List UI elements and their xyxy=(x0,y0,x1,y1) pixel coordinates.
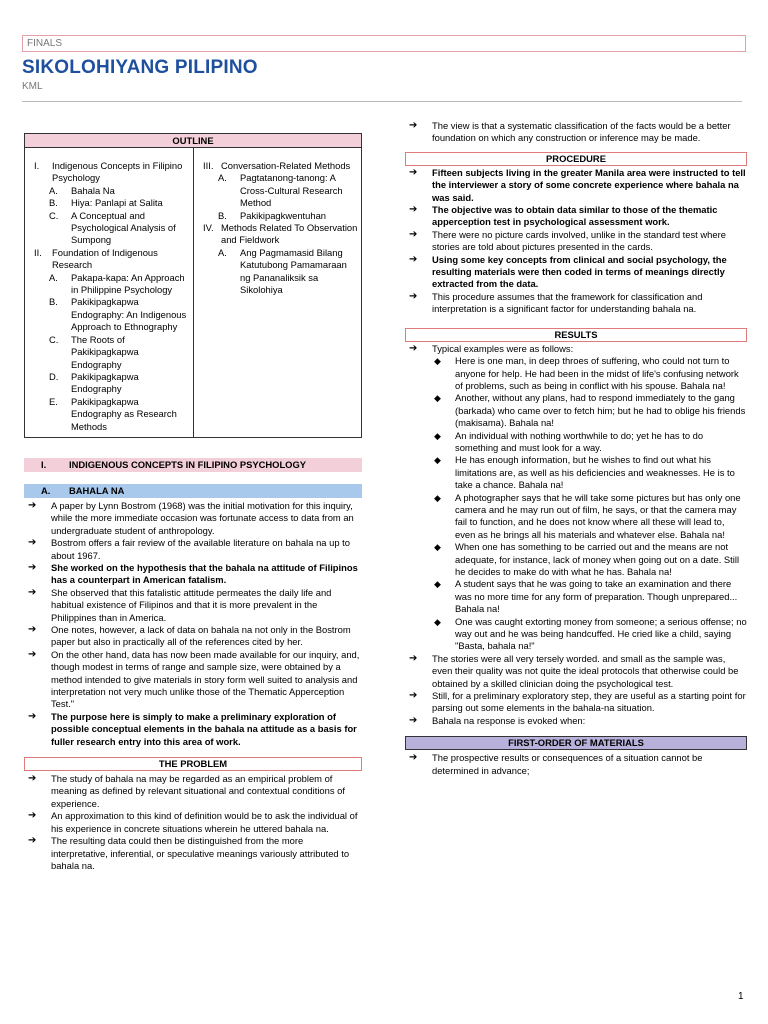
outline-box xyxy=(24,133,362,438)
arrow-bullet-icon: ➔ xyxy=(28,710,37,722)
example-item xyxy=(405,355,747,392)
diamond-bullet-icon: ◆ xyxy=(434,430,441,441)
outline-item-number: E. xyxy=(49,395,58,407)
list-item-text: The purpose here is simply to make a preliminary exploration of possible conceptual elements in the bahala na attitude as a basis for fuller research entry into this area of work. xyxy=(51,710,357,747)
diamond-bullet-icon: ◆ xyxy=(434,579,441,590)
subsection-number: A. xyxy=(41,484,51,496)
outline-item-number: II. xyxy=(34,246,42,258)
right-column xyxy=(405,120,747,777)
arrow-bullet-icon: ➔ xyxy=(409,652,418,664)
outline-item-label: Indigenous Concepts in Filipino Psychology xyxy=(52,160,183,184)
outline-item-number: A. xyxy=(49,271,58,283)
outline-item-label: Pakikipagkapwa Endography as Research Methods xyxy=(71,395,177,432)
arrow-bullet-icon: ➔ xyxy=(28,648,37,660)
section-title: INDIGENOUS CONCEPTS IN FILIPINO PSYCHOLOGY xyxy=(69,458,307,470)
outline-item-label: Pakikipagkapwa Endography xyxy=(71,370,139,395)
left-column xyxy=(24,133,362,872)
example-item-text: Another, without any plans, had to respond immediately to the gang (barkada) who came over to fetch him; but he had to oblige his friends (makisama). Bahala na! xyxy=(455,392,746,429)
arrow-bullet-icon: ➔ xyxy=(28,835,37,847)
results-content xyxy=(405,343,747,728)
subsection-title: BAHALA NA xyxy=(69,484,125,496)
example-item-text: When one has something to be carried out and the means are not adequate, for instance, lack of money when going out on a date. Still he decides to make do with what he has. Bahala na! xyxy=(455,541,740,577)
outline-item xyxy=(198,172,359,209)
list-item xyxy=(405,690,747,715)
first-order-heading: FIRST-ORDER OF MATERIALS xyxy=(405,736,747,750)
example-item xyxy=(405,454,747,491)
list-item xyxy=(405,167,747,204)
outline-item xyxy=(29,296,191,333)
list-item-text: Using some key concepts from clinical and social psychology, the resulting materials were then coded in terms of meanings directly extracted from the data. xyxy=(432,253,727,290)
diamond-bullet-icon: ◆ xyxy=(434,393,441,404)
list-item-text: A paper by Lynn Bostrom (1968) was the initial motivation for this inquiry, while the more immediate occasion was fortunate access to data from an undergraduate student of anthropology. xyxy=(51,499,354,536)
outline-item xyxy=(29,272,191,297)
list-item xyxy=(405,291,747,316)
outline-item xyxy=(29,160,191,185)
example-item xyxy=(405,616,747,653)
outline-item-label: Hiya: Panlapi at Salita xyxy=(71,197,163,209)
diamond-bullet-icon: ◆ xyxy=(434,616,441,627)
arrow-bullet-icon: ➔ xyxy=(28,499,37,511)
outline-item-label: Pakikipagkapwa Endography: An Indigenous Approach to Ethnography xyxy=(71,296,187,333)
outline-item xyxy=(29,396,191,433)
list-item xyxy=(24,835,362,872)
outline-item-number: A. xyxy=(49,184,58,196)
outline-item-number: I. xyxy=(34,160,40,171)
list-item xyxy=(405,254,747,291)
course-tag: FINALS xyxy=(27,38,63,49)
arrow-bullet-icon: ➔ xyxy=(409,166,418,178)
arrow-bullet-icon: ➔ xyxy=(409,120,418,131)
example-item xyxy=(405,392,747,429)
list-item-text: One notes, however, a lack of data on bahala na not only in the Bostrom paper but also in practically all of the references cited by her. xyxy=(51,624,351,648)
intro-bullets xyxy=(405,120,747,145)
results-heading: RESULTS xyxy=(405,328,747,342)
list-item-text: Fifteen subjects living in the greater Manila area were instructed to tell the interviewer a story of some concrete experience where bahala na was said. xyxy=(432,166,746,203)
outline-item xyxy=(29,197,191,209)
list-item xyxy=(405,120,747,145)
list-item xyxy=(24,587,362,624)
outline-item-number: C. xyxy=(49,209,59,221)
arrow-bullet-icon: ➔ xyxy=(28,561,37,573)
outline-item xyxy=(29,247,191,272)
outline-item-number: A. xyxy=(218,246,227,258)
outline-item-label: Pakikipagkwentuhan xyxy=(240,209,326,221)
arrow-bullet-icon: ➔ xyxy=(409,714,418,726)
section-heading-indigenous-concepts xyxy=(24,458,362,472)
first-order-bullets xyxy=(405,752,747,777)
outline-item-label: A Conceptual and Psychological Analysis of Sumpong xyxy=(71,209,176,246)
list-item xyxy=(24,810,362,835)
list-item-text: The study of bahala na may be regarded as an empirical problem of meaning as defined by relevant situational and contextual conditions of experience. xyxy=(51,773,345,809)
example-item-text: A student says that he was going to take an examination and there was no more time for any form of preparation. Though unprepared... Bahala na! xyxy=(455,578,738,615)
diamond-bullet-icon: ◆ xyxy=(434,356,441,367)
arrow-bullet-icon: ➔ xyxy=(28,624,37,635)
list-item-text: On the other hand, data has now been made available for our inquiry, and, though modest in terms of range and sample size, were obtained by a method intended to give materials in story form well suited to analysis and interpretation not very much unlike those of the Thematic Apperception Test." xyxy=(51,648,360,710)
list-item xyxy=(405,204,747,229)
example-item-text: Here is one man, in deep throes of suffering, who could not turn to anyone for help. He had been in the midst of life's confusing network of problems, such as being in conflict with his spouse. Bahala na! xyxy=(455,355,739,391)
outline-item xyxy=(198,222,359,247)
outline-item xyxy=(29,210,191,247)
example-item xyxy=(405,492,747,542)
subsection-heading-bahala-na xyxy=(24,484,362,498)
course-tag-box xyxy=(22,35,746,52)
list-item xyxy=(24,537,362,562)
outline-item-number: C. xyxy=(49,333,59,345)
list-item-text: The prospective results or consequences of a situation cannot be determined in advance; xyxy=(432,752,703,776)
problem-bullets xyxy=(24,773,362,872)
outline-item-label: The Roots of Pakikipagkapwa Endography xyxy=(71,333,139,370)
list-item xyxy=(24,500,362,537)
list-item xyxy=(405,715,747,727)
list-item-text: The objective was to obtain data similar to those of the thematic apperception test in psychological assessment work. xyxy=(432,204,718,228)
list-item-text: There were no picture cards involved, unlike in the standard test where stories are told about pictures presented in the cards. xyxy=(432,228,726,253)
outline-item xyxy=(198,247,359,297)
diamond-bullet-icon: ◆ xyxy=(434,492,441,503)
list-item xyxy=(24,649,362,711)
header-divider xyxy=(22,101,742,102)
list-item-text: Still, for a preliminary exploratory step, they are useful as a starting point for parsing out some elements in the bahala-na situation. xyxy=(432,690,746,714)
list-item xyxy=(24,711,362,748)
outline-item-number: III. xyxy=(203,160,214,171)
list-item-text: This procedure assumes that the framework for classification and interpretation is a significant factor for understanding bahala na. xyxy=(432,290,703,315)
outline-item-number: D. xyxy=(49,370,59,382)
outline-item-label: Pakapa-kapa: An Approach in Philippine Psychology xyxy=(71,271,185,296)
arrow-bullet-icon: ➔ xyxy=(409,290,418,302)
outline-item-number: A. xyxy=(218,172,227,184)
procedure-heading: PROCEDURE xyxy=(405,152,747,166)
list-item xyxy=(405,229,747,254)
example-item xyxy=(405,541,747,578)
list-item-text: She worked on the hypothesis that the bahala na attitude of Filipinos has a counterpart in American fatalism. xyxy=(51,561,358,586)
document-title: SIKOLOHIYANG PILIPINO xyxy=(22,57,258,78)
arrow-bullet-icon: ➔ xyxy=(409,342,418,354)
outline-right-column xyxy=(194,148,361,437)
list-item-text: An approximation to this kind of definition would be to ask the individual of his experience in concrete situations wherein he uttered bahala na. xyxy=(51,810,358,834)
example-item-text: A photographer says that he will take some pictures but has only one camera and he may run out of film, he says, or that the camera may fail to function, and he does not know where all these will lead to, even as he brings all his materials and whatever else. Bahala na! xyxy=(455,491,741,540)
arrow-bullet-icon: ➔ xyxy=(409,253,418,265)
arrow-bullet-icon: ➔ xyxy=(28,810,37,822)
list-item-text: Typical examples were as follows: xyxy=(432,342,574,354)
outline-item-label: Ang Pagmamasid Bilang Katutubong Pamamaraan ng Pananaliksik sa Sikolohiya xyxy=(240,246,347,296)
outline-item-number: B. xyxy=(49,197,58,209)
outline-heading: OUTLINE xyxy=(25,134,361,148)
outline-item xyxy=(29,371,191,396)
outline-item-number: IV. xyxy=(203,222,214,234)
outline-item xyxy=(198,160,359,172)
outline-item-label: Conversation-Related Methods xyxy=(221,160,351,171)
arrow-bullet-icon: ➔ xyxy=(28,773,37,785)
outline-item xyxy=(198,210,359,222)
outline-item-label: Bahala Na xyxy=(71,184,115,196)
example-item-text: He has enough information, but he wishes to find out what his limitations are, as well as his deficiencies and weaknesses. He is to take a chance. Bahala na! xyxy=(455,454,735,491)
list-item-text: The resulting data could then be distinguished from the more interpretative, inferential, or speculative meanings variously attributed to bahala na. xyxy=(51,835,350,871)
list-item-text: Bostrom offers a fair review of the available literature on bahala na up to about 1967. xyxy=(51,537,350,561)
problem-heading: THE PROBLEM xyxy=(24,757,362,771)
list-item-text: Bahala na response is evoked when: xyxy=(432,714,586,726)
list-item xyxy=(405,343,747,355)
outline-item-number: B. xyxy=(218,209,227,221)
example-item xyxy=(405,578,747,615)
list-item xyxy=(405,653,747,690)
example-item-text: An individual with nothing worthwhile to do; yet he has to do something and must look for a way. xyxy=(455,429,704,453)
outline-item xyxy=(29,185,191,197)
arrow-bullet-icon: ➔ xyxy=(28,586,37,598)
diamond-bullet-icon: ◆ xyxy=(434,455,441,466)
outline-item-label: Pagtatanong-tanong: A Cross-Cultural Research Method xyxy=(240,172,343,209)
arrow-bullet-icon: ➔ xyxy=(409,228,418,240)
outline-item-number: B. xyxy=(49,296,58,308)
list-item-text: The stories were all very tersely worded. and small as the sample was, even their quality was not quite the ideal protocols that otherwise could be obtained by a skilled clinician doing the psychological test. xyxy=(432,652,739,689)
page-number: 1 xyxy=(738,991,744,1002)
outline-left-column xyxy=(25,148,194,437)
list-item-text: She observed that this fatalistic attitude permeates the daily life and habitual existence of Filipinos and that it is more prevalent in the Philippines than in America. xyxy=(51,586,332,623)
diamond-bullet-icon: ◆ xyxy=(434,542,441,553)
bahala-na-bullets xyxy=(24,500,362,748)
arrow-bullet-icon: ➔ xyxy=(409,752,418,764)
outline-item-label: Methods Related To Observation and Fieldwork xyxy=(221,222,358,246)
section-number: I. xyxy=(41,458,47,470)
outline-item-label: Foundation of Indigenous Research xyxy=(52,246,158,271)
arrow-bullet-icon: ➔ xyxy=(409,204,418,216)
arrow-bullet-icon: ➔ xyxy=(409,690,418,702)
list-item xyxy=(24,773,362,810)
list-item-text: The view is that a systematic classification of the facts would be a better foundation on which any construction or inference may be made. xyxy=(432,120,731,144)
procedure-bullets xyxy=(405,167,747,316)
list-item xyxy=(24,562,362,587)
list-item xyxy=(24,624,362,649)
example-item-text: One was caught extorting money from someone; a serious offense; no way out and he was being handcuffed. He cried like a child, saying "Basta, bahala na!" xyxy=(455,615,747,652)
list-item xyxy=(405,752,747,777)
author-initials: KML xyxy=(22,81,43,92)
example-item xyxy=(405,430,747,455)
outline-item xyxy=(29,334,191,371)
arrow-bullet-icon: ➔ xyxy=(28,537,37,549)
